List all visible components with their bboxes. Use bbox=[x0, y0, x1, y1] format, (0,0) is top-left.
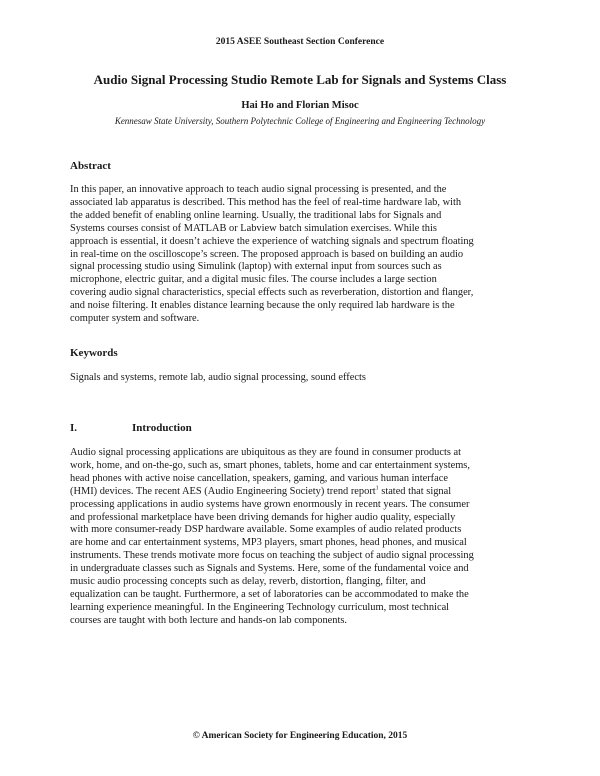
intro-line: music audio processing concepts such as delay, reverb, distortion, flanging, filter, and bbox=[70, 576, 426, 588]
intro-line: processing applications in audio systems have grown enormously in recent years. The consumer bbox=[70, 498, 470, 510]
abstract-line: in real-time on the oscilloscope’s screen. The proposed approach is based on building an audio bbox=[70, 248, 464, 260]
paper-title: Audio Signal Processing Studio Remote Lab for Signals and Systems Class bbox=[93, 72, 507, 87]
keywords-heading: Keywords bbox=[70, 347, 118, 359]
intro-line: instruments. These trends motivate more focus on teaching the subject of audio signal processing bbox=[70, 550, 474, 562]
abstract-line: associated lab apparatus is described. This method has the feel of real-time hardware lab, with bbox=[70, 196, 462, 208]
abstract-heading: Abstract bbox=[70, 160, 111, 172]
keywords-text bbox=[70, 372, 540, 385]
keywords-line: Signals and systems, remote lab, audio signal processing, sound effects bbox=[70, 372, 366, 383]
abstract-line: In this paper, an innovative approach to teach audio signal processing is presented, and the bbox=[70, 184, 447, 195]
paper-affiliation: Kennesaw State University, Southern Polytechnic College of Engineering and Engineering Technology bbox=[114, 116, 486, 126]
abstract-line: signal processing studio using Simulink (laptop) with external input from sources such as bbox=[70, 261, 442, 273]
intro-line: work, home, and on-the-go, such as, smart phones, tablets, home and car entertainment systems, bbox=[70, 459, 470, 471]
abstract-line: the added benefit of enabling online learning. Usually, the traditional labs for Signals and bbox=[70, 209, 442, 221]
section-title: Introduction bbox=[132, 422, 192, 434]
introduction-heading bbox=[70, 422, 192, 434]
intro-line-tail: stated that signal bbox=[378, 485, 452, 497]
abstract-line: approach is essential, it doesn’t achieve the experience of watching signals and spectrum floating bbox=[70, 235, 474, 247]
abstract-line: microphone, electric guitar, and a digital music files. The course includes a large section bbox=[70, 274, 437, 286]
introduction-body bbox=[70, 447, 540, 628]
reference-marker[interactable]: 1 bbox=[375, 485, 379, 492]
intro-line: and professional marketplace have been driving demands for higher audio quality, especially bbox=[70, 511, 456, 523]
conference-header: 2015 ASEE Southeast Section Conference bbox=[215, 37, 385, 47]
intro-line: equalization can be taught. Furthermore, a set of laboratories can be accommodated to make the bbox=[70, 588, 469, 600]
abstract-line: covering audio signal characteristics, special effects such as reverberation, distortion and flanger, bbox=[70, 287, 474, 299]
intro-line-with-ref bbox=[70, 486, 540, 499]
intro-line: learning experience meaningful. In the Engineering Technology curriculum, most technical bbox=[70, 601, 450, 613]
intro-line: with more consumer-ready DSP hardware available. Some examples of audio related products bbox=[70, 524, 462, 536]
intro-line: head phones with active noise cancellation, speakers, gaming, and various human interface bbox=[70, 472, 448, 484]
section-number: I. bbox=[70, 422, 78, 434]
abstract-line: computer system and software. bbox=[70, 313, 200, 325]
copyright-footer: © American Society for Engineering Education, 2015 bbox=[192, 731, 408, 741]
intro-line: are home and car entertainment systems, MP3 players, smart phones, head phones, and musical bbox=[70, 537, 467, 549]
abstract-line: and noise filtering. It enables distance learning because the only required lab hardware is the bbox=[70, 300, 455, 312]
intro-line: courses are taught with both lecture and hands-on lab components. bbox=[70, 614, 348, 626]
intro-line: in undergraduate classes such as Signals and Systems. Here, some of the fundamental voice and bbox=[70, 563, 469, 575]
abstract-body bbox=[70, 184, 540, 326]
abstract-line: Systems courses consist of MATLAB or Labview batch simulation exercises. While this bbox=[70, 222, 437, 234]
intro-line: Audio signal processing applications are ubiquitous as they are found in consumer products at bbox=[70, 447, 462, 458]
intro-line: (HMI) devices. The recent AES (Audio Engineering Society) trend report bbox=[70, 485, 376, 497]
paper-authors: Hai Ho and Florian Misoc bbox=[241, 100, 359, 111]
